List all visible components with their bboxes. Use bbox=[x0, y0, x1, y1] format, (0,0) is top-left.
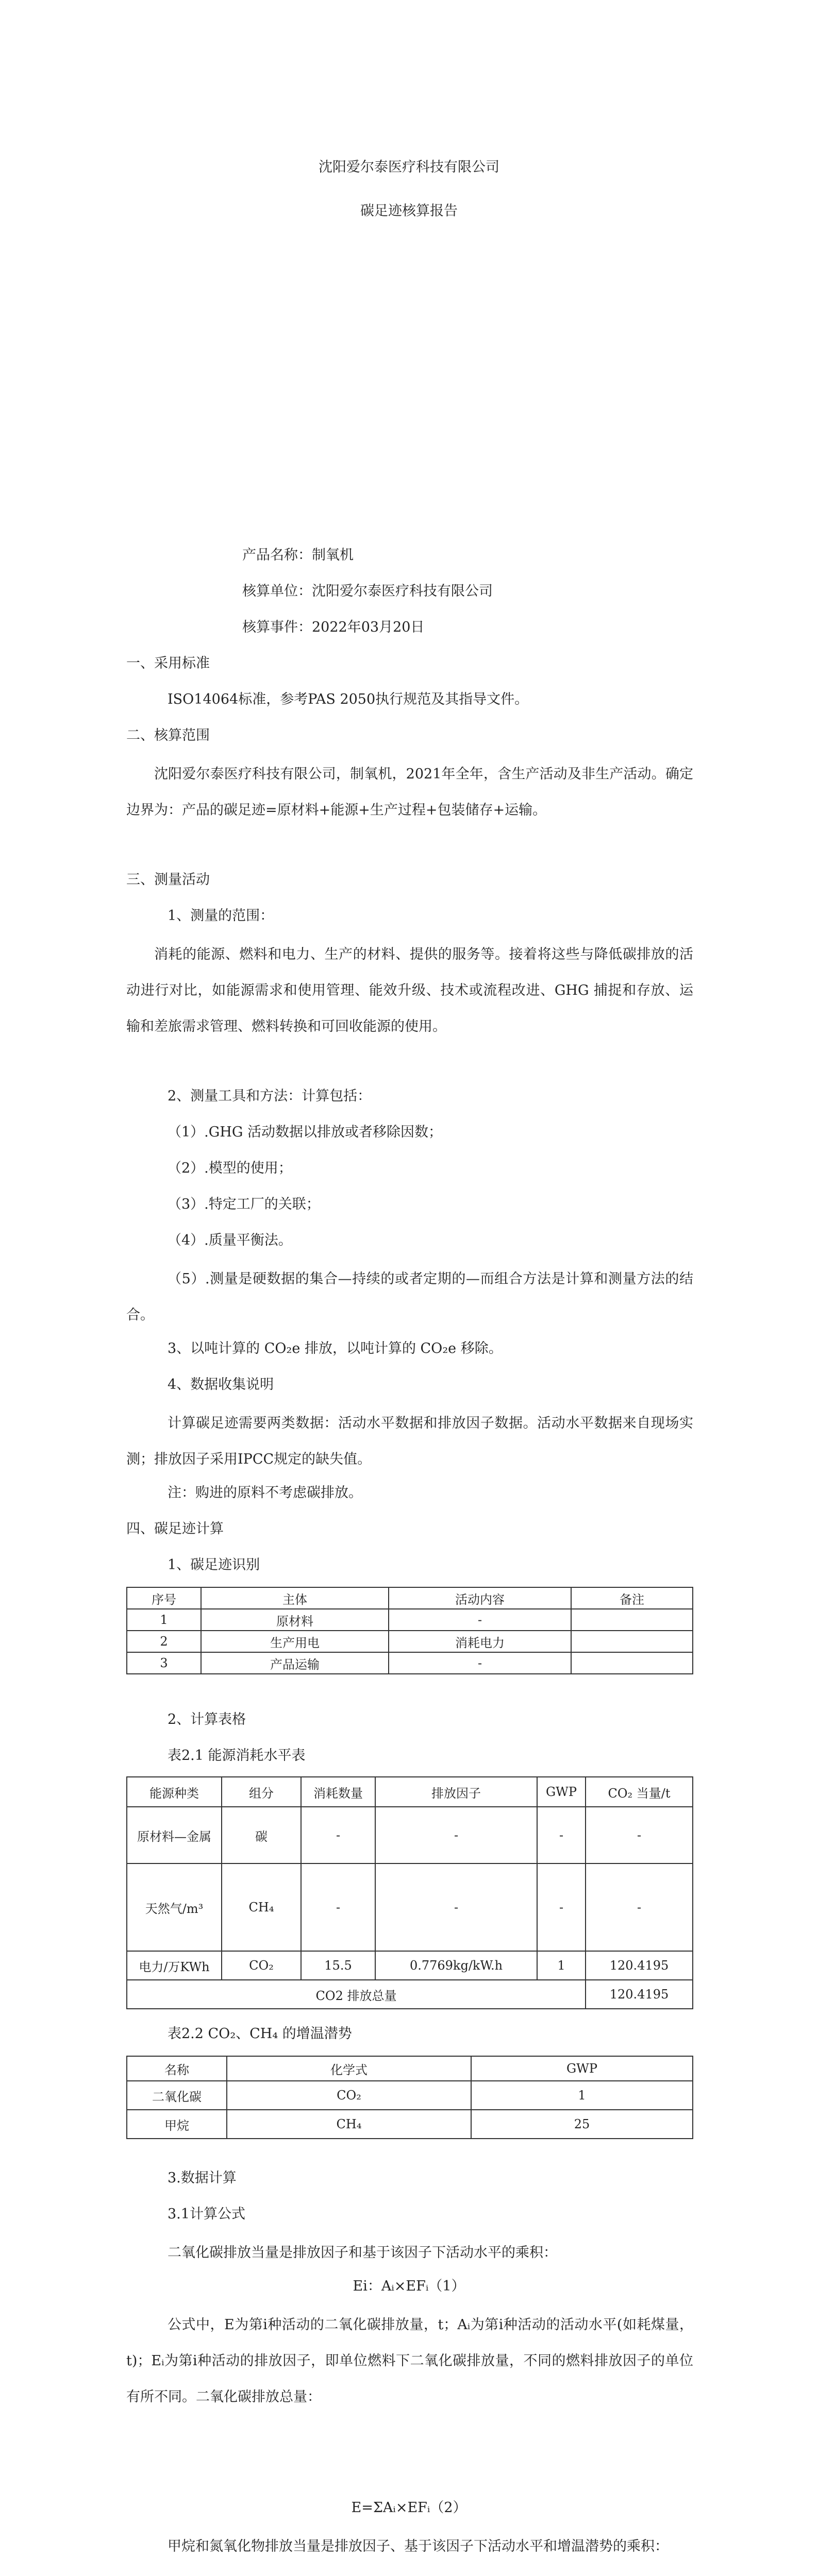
table-header-cell: 组分 bbox=[222, 1777, 301, 1807]
total-label: CO2 排放总量 bbox=[127, 1980, 586, 2009]
section-3-sub1-body: 消耗的能源、燃料和电力、生产的材料、提供的服务等。接着将这些与降低碳排放的活动进行对比，如能源需求和使用管理、能效升级、技术或流程改进、GHG 捕捉和存放、运输和差旅需求管理、燃料转换和可回收能源的使用。 bbox=[126, 946, 693, 1035]
formula-intro-1: 二氧化碳排放当量是排放因子和基于该因子下活动水平的乘积： bbox=[168, 2245, 557, 2261]
total-value: 120.4195 bbox=[586, 1980, 693, 2009]
table-cell: 原材料—金属 bbox=[127, 1807, 222, 1863]
table-cell: CH₄ bbox=[222, 1863, 301, 1951]
table-cell: 1 bbox=[127, 1609, 201, 1631]
table-row bbox=[127, 2110, 693, 2139]
table-cell: - bbox=[301, 1863, 375, 1951]
formula-1: Ei：Aᵢ×EFᵢ（1） bbox=[353, 2278, 465, 2294]
table-total-row bbox=[127, 1980, 693, 2009]
section-1-body: ISO14064标准，参考PAS 2050执行规范及其指导文件。 bbox=[168, 691, 529, 707]
table-cell: 原材料 bbox=[201, 1609, 389, 1631]
table-header-cell: GWP bbox=[537, 1777, 586, 1807]
table-header-cell: 备注 bbox=[571, 1587, 693, 1609]
table-cell: - bbox=[537, 1807, 586, 1863]
table-header-row bbox=[127, 1587, 693, 1609]
section-3-sub2: 2、测量工具和方法：计算包括： bbox=[168, 1088, 372, 1104]
table-cell: 2 bbox=[127, 1631, 201, 1652]
table-header-cell: 主体 bbox=[201, 1587, 389, 1609]
table-cell: - bbox=[537, 1863, 586, 1951]
table-cell: - bbox=[389, 1609, 571, 1631]
method-item-2: （2）.模型的使用； bbox=[168, 1160, 292, 1176]
table-header-cell: 排放因子 bbox=[375, 1777, 537, 1807]
table-cell: 0.7769kg/kW.h bbox=[375, 1951, 537, 1980]
table-cell bbox=[571, 1609, 693, 1631]
product-name: 产品名称：制氧机 bbox=[242, 547, 354, 563]
table-cell: 生产用电 bbox=[201, 1631, 389, 1652]
table-cell: 1 bbox=[537, 1951, 586, 1980]
table-cell: 碳 bbox=[222, 1807, 301, 1863]
table-row bbox=[127, 1609, 693, 1631]
table-cell: 15.5 bbox=[301, 1951, 375, 1980]
section-3-sub1: 1、测量的范围： bbox=[168, 908, 274, 924]
section-3-sub4-body: 计算碳足迹需要两类数据：活动水平数据和排放因子数据。活动水平数据来自现场实测；排放因子采用IPCC规定的缺失值。 bbox=[126, 1415, 693, 1467]
gwp-table bbox=[126, 2056, 693, 2139]
table-cell: - bbox=[586, 1863, 693, 1951]
table-row bbox=[127, 2081, 693, 2110]
report-title: 碳足迹核算报告 bbox=[360, 203, 458, 219]
section-3-sub3: 3、以吨计算的 CO₂e 排放，以吨计算的 CO₂e 移除。 bbox=[168, 1341, 503, 1357]
table-header-cell: 能源种类 bbox=[127, 1777, 222, 1807]
table-header-row bbox=[127, 1777, 693, 1807]
table-cell bbox=[571, 1652, 693, 1674]
formula-intro-3: 甲烷和氮氧化物排放当量是排放因子、基于该因子下活动水平和增温潜势的乘积： bbox=[168, 2538, 669, 2554]
method-item-5: （5）.测量是硬数据的集合—持续的或者定期的—而组合方法是计算和测量方法的结合。 bbox=[126, 1271, 693, 1323]
table-cell: - bbox=[375, 1807, 537, 1863]
section-4-sub31: 3.1计算公式 bbox=[168, 2206, 245, 2222]
table-row bbox=[127, 1807, 693, 1863]
method-item-4: （4）.质量平衡法。 bbox=[168, 1232, 292, 1248]
table-header-cell: 消耗数量 bbox=[301, 1777, 375, 1807]
table-cell: - bbox=[389, 1652, 571, 1674]
section-2-title: 二、核算范围 bbox=[126, 727, 210, 743]
section-3-note: 注：购进的原料不考虑碳排放。 bbox=[168, 1485, 362, 1501]
formula-explain-1: 公式中，E为第i种活动的二氧化碳排放量，t；Aᵢ为第i种活动的活动水平(如耗煤量，t)；Eᵢ为第i种活动的排放因子，即单位燃料下二氧化碳排放量，不同的燃料排放因子的单位有所不同。二氧化碳排放总量： bbox=[126, 2317, 693, 2405]
section-4-sub2: 2、计算表格 bbox=[168, 1711, 246, 1727]
table-2-1-caption: 表2.1 能源消耗水平表 bbox=[168, 1748, 306, 1764]
table-cell: 甲烷 bbox=[127, 2110, 227, 2139]
table-cell: 电力/万KWh bbox=[127, 1951, 222, 1980]
section-3-title: 三、测量活动 bbox=[126, 872, 210, 888]
table-header-row bbox=[127, 2056, 693, 2081]
section-2-body: 沈阳爱尔泰医疗科技有限公司，制氧机，2021年全年，含生产活动及非生产活动。确定边界为：产品的碳足迹=原材料+能源+生产过程+包装储存+运输。 bbox=[126, 766, 693, 818]
table-header-cell: 化学式 bbox=[227, 2056, 471, 2081]
table-cell: CH₄ bbox=[227, 2110, 471, 2139]
table-cell: - bbox=[586, 1807, 693, 1863]
table-cell: 1 bbox=[471, 2081, 693, 2110]
method-item-1: （1）.GHG 活动数据以排放或者移除因数； bbox=[168, 1124, 443, 1140]
table-cell: - bbox=[375, 1863, 537, 1951]
table-cell: 消耗电力 bbox=[389, 1631, 571, 1652]
section-4-sub3: 3.数据计算 bbox=[168, 2170, 237, 2186]
table-cell: CO₂ bbox=[227, 2081, 471, 2110]
accounting-unit: 核算单位：沈阳爱尔泰医疗科技有限公司 bbox=[242, 583, 493, 599]
table-row bbox=[127, 1652, 693, 1674]
energy-consumption-table bbox=[126, 1776, 693, 2009]
table-header-cell: 序号 bbox=[127, 1587, 201, 1609]
table-header-cell: CO₂ 当量/t bbox=[586, 1777, 693, 1807]
section-4-sub1: 1、碳足迹识别 bbox=[168, 1557, 260, 1573]
table-row bbox=[127, 1951, 693, 1980]
table-cell: - bbox=[301, 1807, 375, 1863]
table-header-cell: 活动内容 bbox=[389, 1587, 571, 1609]
table-cell: 3 bbox=[127, 1652, 201, 1674]
section-4-title: 四、碳足迹计算 bbox=[126, 1521, 224, 1537]
table-header-cell: 名称 bbox=[127, 2056, 227, 2081]
method-item-3: （3）.特定工厂的关联； bbox=[168, 1196, 320, 1212]
accounting-date: 核算事件：2022年03月20日 bbox=[242, 619, 425, 635]
section-1-title: 一、采用标准 bbox=[126, 655, 210, 671]
table-cell: 二氧化碳 bbox=[127, 2081, 227, 2110]
table-cell: 25 bbox=[471, 2110, 693, 2139]
table-header-cell: GWP bbox=[471, 2056, 693, 2081]
table-row bbox=[127, 1631, 693, 1652]
table-row bbox=[127, 1863, 693, 1951]
carbon-footprint-table bbox=[126, 1587, 693, 1674]
table-2-2-caption: 表2.2 CO₂、CH₄ 的增温潜势 bbox=[168, 2026, 352, 2042]
section-3-sub4: 4、数据收集说明 bbox=[168, 1377, 274, 1393]
table-cell: 天然气/m³ bbox=[127, 1863, 222, 1951]
table-cell: 产品运输 bbox=[201, 1652, 389, 1674]
table-cell: 120.4195 bbox=[586, 1951, 693, 1980]
formula-2: E=ΣAᵢ×EFᵢ（2） bbox=[351, 2500, 467, 2516]
table-cell: CO₂ bbox=[222, 1951, 301, 1980]
company-heading: 沈阳爱尔泰医疗科技有限公司 bbox=[319, 159, 499, 175]
table-cell bbox=[571, 1631, 693, 1652]
